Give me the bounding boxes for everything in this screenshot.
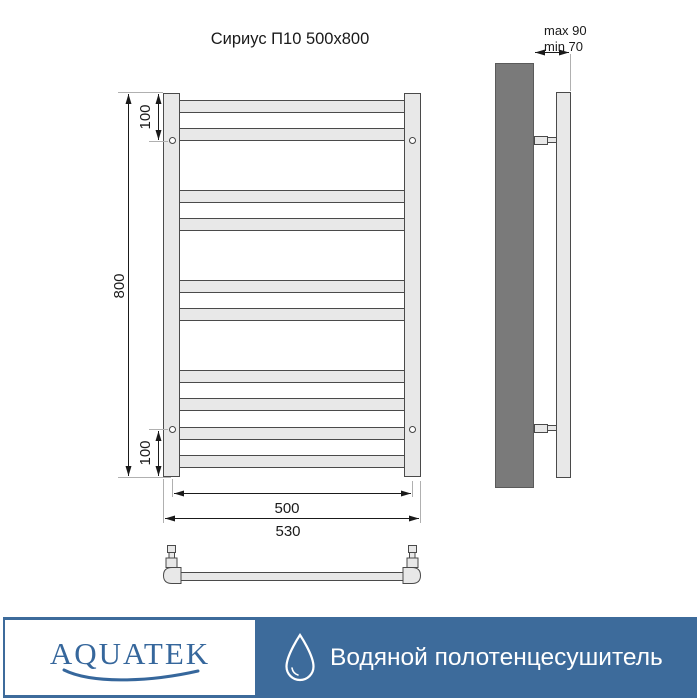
dim-overall-width-label: 530 [275, 523, 301, 540]
mounting-hole [409, 137, 416, 144]
top-wall-bracket-neck [547, 137, 557, 143]
diagram-title: Сириус П10 500x800 [210, 30, 370, 48]
top-view-left-fitting-body [166, 558, 177, 568]
mounting-hole [169, 137, 176, 144]
top-view-right-fitting-neck [410, 553, 416, 559]
mounting-hole [169, 426, 176, 433]
towel-bar [177, 455, 407, 468]
bottom-wall-bracket-neck [547, 425, 557, 431]
towel-bar [179, 280, 405, 293]
top-view-left-fitting-cap [168, 546, 176, 553]
left-post [163, 93, 180, 477]
wall-section [495, 63, 534, 488]
dim-wall-min-label: min 70 [544, 39, 584, 54]
dim-wall-max-label: max 90 [544, 23, 587, 38]
towel-bar [179, 218, 405, 231]
dim-top-offset-label: 100 [137, 104, 154, 130]
top-wall-bracket [534, 136, 548, 145]
top-view-right-end-cap [403, 568, 421, 584]
logo-swoosh [60, 668, 205, 686]
towel-bar [177, 100, 407, 113]
mounting-hole [409, 426, 416, 433]
bottom-wall-bracket [534, 424, 548, 433]
side-rail [556, 92, 571, 478]
dim-bottom-offset-label: 100 [137, 440, 154, 466]
towel-bar [179, 308, 405, 321]
dim-mount-width-label: 500 [274, 500, 300, 517]
product-type-label: Водяной полотенцесушитель [330, 643, 663, 671]
dim-height-label: 800 [111, 273, 128, 299]
towel-bar [179, 190, 405, 203]
top-view-right-fitting-body [407, 558, 418, 568]
top-view-tube [181, 573, 404, 581]
towel-bar [179, 427, 405, 440]
top-view-left-fitting-neck [169, 553, 175, 559]
brand-logo-text: AQUATEK [49, 636, 211, 671]
right-post [404, 93, 421, 477]
top-view-right-fitting-cap [409, 546, 417, 553]
water-drop-icon [282, 632, 318, 684]
towel-bar [179, 370, 405, 383]
top-view-left-end-cap [164, 568, 182, 584]
towel-bar [179, 128, 405, 141]
top-view [164, 546, 421, 584]
towel-bar [179, 398, 405, 411]
